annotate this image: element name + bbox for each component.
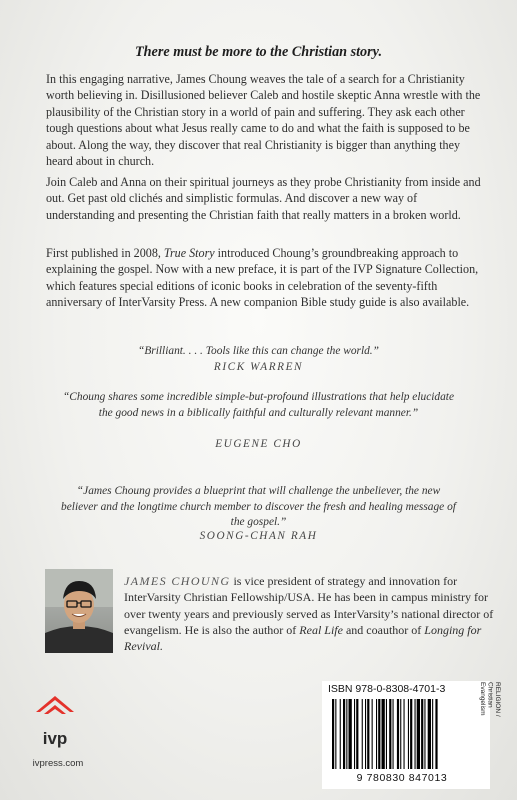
barcode-bar: [404, 699, 405, 769]
barcode-bar: [382, 699, 385, 769]
endorsement-quote-2: “Choung shares some incredible simple-but-profound illustrations that help elucidate the good news in a biblically faithful and culturally relevant manner.”: [62, 391, 455, 419]
barcode-bar: [421, 699, 423, 769]
para3-rest: introduced Choung’s groundbreaking approach to explaining the gospel. Now with a new preface, it is part of the IVP Signature Collection, which features special editions of iconic books in celebration of the seventy-fifth anniversary of InterVarsity Press. A new companion Bible study guide is also available.: [46, 246, 479, 310]
publisher-logo: [30, 694, 86, 774]
ivp-logo-icon: [30, 694, 80, 730]
barcode-bar: [356, 699, 358, 769]
barcode-bar: [410, 699, 412, 769]
barcode-number: 9 780830 847013: [356, 772, 448, 784]
description-paragraph-1: In this engaging narrative, James Choung weaves the tale of a search for a Christianity worth believing in. Disillusioned believer Caleb and hostile skeptic Anna wrestle with the plausibility of the Christian story in a world of pain and suffering. They ask each other tough questions about what Jesus really came to do and what the faith is supposed to be about. Along the way, they discover that real Christianity is bigger than anything they heard about in church.: [46, 72, 481, 169]
barcode-bar: [343, 699, 345, 769]
book-title-longing-for-revival: Longing for Revival.: [124, 622, 482, 654]
description-paragraph-3: [46, 245, 486, 311]
barcode-bar: [332, 699, 334, 769]
barcode-bar: [340, 699, 341, 769]
publisher-website: ivpress.com: [32, 758, 84, 769]
barcode-bar: [346, 699, 347, 769]
barcode-bar: [435, 699, 437, 769]
barcode-bar: [354, 699, 355, 769]
barcode-bar: [408, 699, 409, 769]
barcode-bar: [393, 699, 394, 769]
barcode-bar: [428, 699, 431, 769]
description-paragraph-2: Join Caleb and Anna on their spiritual journeys as they probe Christianity from inside and out. Get past old clichés and simplistic formulas. And discover a new way of understanding and presenting the Christian faith that really matters in a broken world.: [46, 175, 481, 222]
barcode-bar: [432, 699, 433, 769]
barcode-bar: [424, 699, 425, 769]
bio-text-2: and coauthor of: [342, 622, 425, 637]
barcode-bar: [349, 699, 352, 769]
barcode-bar: [376, 699, 377, 769]
publisher-logo-text: ivp: [42, 729, 68, 748]
book-title-real-life: Real Life: [299, 622, 343, 637]
para3-lead: First published in 2008,: [46, 246, 164, 260]
barcode-bar: [397, 699, 399, 769]
barcode-bar: [362, 699, 363, 769]
author-portrait-icon: [45, 569, 113, 653]
author-photo: [45, 569, 113, 653]
barcode-bar: [386, 699, 387, 769]
isbn-barcode-box: [322, 681, 490, 789]
endorsement-author-1: RICK WARREN: [213, 361, 304, 373]
barcode-bar: [389, 699, 391, 769]
bio-text-1: is vice president of strategy and innovation for InterVarsity Christian Fellowship/USA. He has been in campus ministry for over twenty years and previously served as InterVarsity’s national director of evangelism. He is also the author of: [124, 574, 494, 637]
barcode-bar: [365, 699, 366, 769]
endorsement-quote-3: “James Choung provides a blueprint that will challenge the unbeliever, the new believer and the longtime church member to discover the fresh and healing message of the gospel.”: [61, 485, 456, 528]
book-title-true-story: True Story: [163, 246, 215, 260]
endorsement-author-2: EUGENE CHO: [215, 438, 302, 450]
endorsement-quote-1: “Brilliant. . . . Tools like this can change the world.”: [137, 345, 379, 357]
tagline: There must be more to the Christian story.: [135, 44, 382, 60]
barcode-icon: [328, 699, 484, 771]
barcode-bar: [417, 699, 420, 769]
barcode-bar: [400, 699, 401, 769]
author-name: JAMES CHOUNG: [124, 574, 231, 588]
barcode-bar: [372, 699, 373, 769]
barcode-bar: [335, 699, 336, 769]
barcode-bar: [415, 699, 416, 769]
isbn-label: ISBN 978-0-8308-4701-3: [328, 683, 446, 695]
barcode-bar: [378, 699, 380, 769]
endorsement-author-3: SOONG-CHAN RAH: [199, 530, 318, 542]
author-bio: [124, 573, 494, 654]
barcode-bar: [367, 699, 369, 769]
category-label: RELIGION / Christian Evangelism: [479, 682, 501, 717]
